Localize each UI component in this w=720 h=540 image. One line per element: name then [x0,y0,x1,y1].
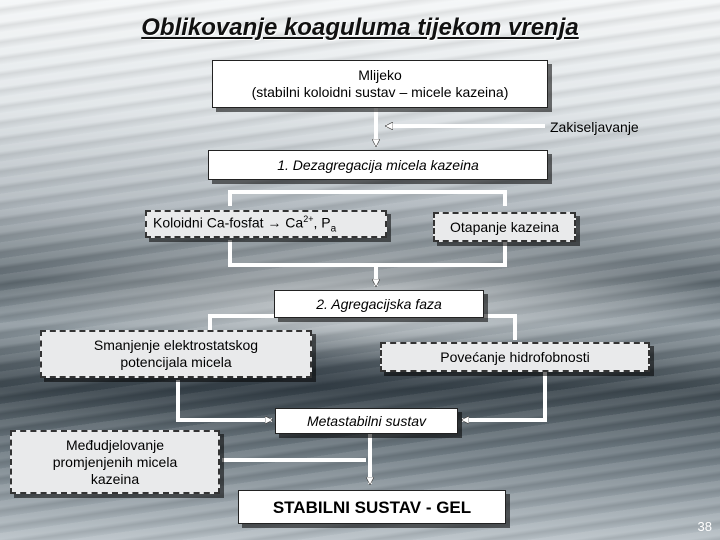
step2-aggregation-box [274,290,484,318]
metastable-label: Metastabilni sustav [306,412,427,429]
milk-description: (stabilni koloidni sustav – micele kazeina) [251,84,509,100]
merge-to-step2 [230,240,505,265]
milk-label: Mlijeko [358,67,402,83]
milk-box [212,60,548,108]
acidification-label: Zakiseljavanje [550,119,639,135]
micelle-interaction-box: Međudjelovanje promjenjenih micela kazeina [10,430,220,494]
page-number: 38 [697,519,712,534]
step2-label: 2. Agregacijska faza [316,295,442,312]
colloid-text: Koloidni Ca-fosfat → $Ca^{2+}$, $P_a$ [153,213,337,235]
slide-title: Oblikovanje koaguluma tijekom vrenja [141,14,579,41]
colloid-ca-phosphate-box [145,210,387,238]
dissolution-label: Otapanje kazeina [450,218,559,235]
merge-to-metastable [178,380,272,420]
metastable-system-box [275,408,458,434]
stable-gel-box [238,490,506,524]
branch-step1 [230,192,505,206]
casein-dissolution-box [433,212,576,242]
arrow-right-icon: → [267,214,282,231]
hydrophobicity-increase-box [380,342,650,372]
electrostatic-reduction-box: Smanjenje elektrostatskog potencijala micela [40,330,312,378]
merge-from-hydrophobicity [462,370,545,420]
step1-label: 1. Dezagregacija micela kazeina [277,156,479,173]
hydrophobicity-label: Povećanje hidrofobnosti [440,348,590,365]
gel-label: STABILNI SUSTAV - GEL [272,497,472,517]
step1-disaggregation-box [208,150,548,180]
